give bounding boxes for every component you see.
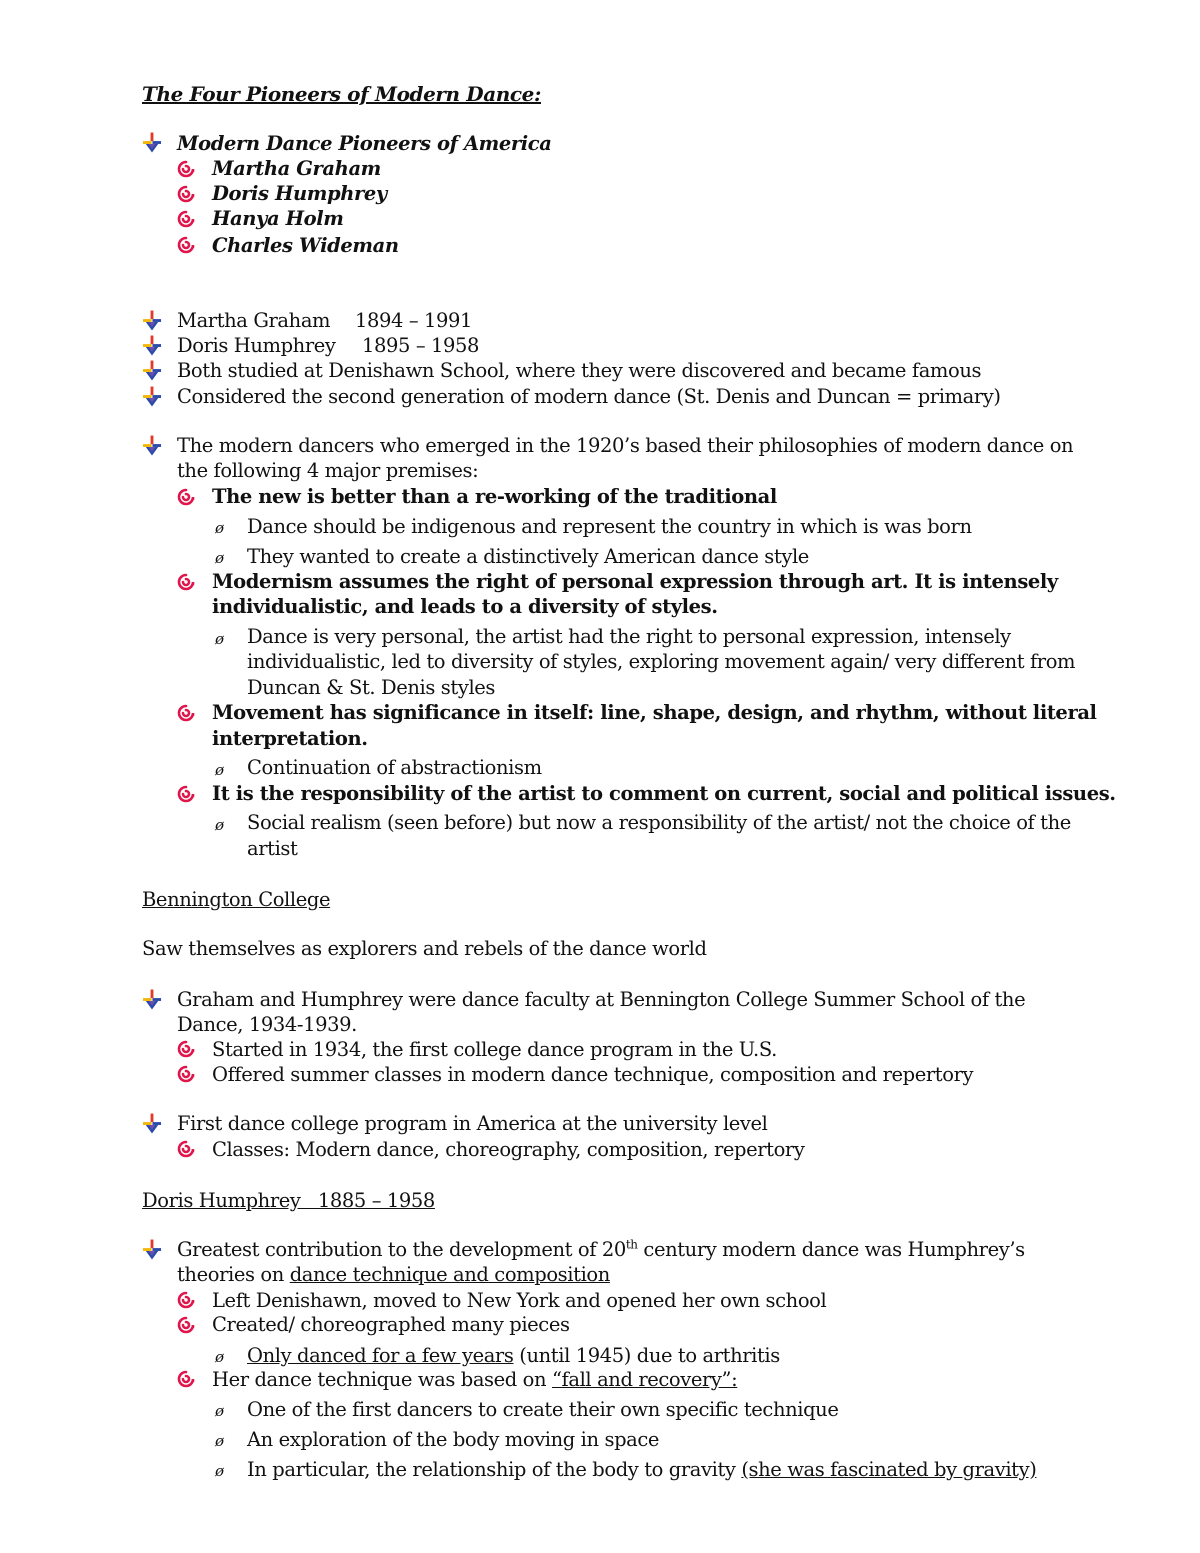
humphrey-contribution	[177, 1237, 1025, 1262]
text-segment: Her dance technique was based on	[212, 1368, 552, 1391]
swirl-icon	[177, 160, 195, 178]
underlined-phrase: (she was fascinated by gravity)	[741, 1458, 1037, 1481]
arrow-icon	[142, 1113, 162, 1135]
premise-detail: individualistic, led to diversity of styles, exploring movement again/ very different from	[247, 650, 1076, 673]
swirl-icon	[177, 1291, 195, 1309]
swirl-icon	[177, 185, 195, 203]
premise-detail: Dance is very personal, the artist had the right to personal expression, intensely	[247, 625, 1011, 648]
bennington-detail: Started in 1934, the first college dance program in the U.S.	[212, 1038, 777, 1061]
swirl-icon	[177, 210, 195, 228]
superscript: th	[625, 1237, 638, 1252]
text-segment: In particular, the relationship of the body to gravity	[247, 1458, 742, 1481]
humphrey-subdetail	[247, 1343, 780, 1368]
arrow-icon	[142, 132, 162, 154]
swirl-icon	[177, 1065, 195, 1083]
pioneer-name: Doris Humphrey	[212, 182, 387, 205]
empty-set-icon: ø	[215, 519, 224, 537]
bennington-text: First dance college program in America at the university level	[177, 1112, 768, 1135]
premise-detail: artist	[247, 837, 298, 860]
premise-heading: Movement has significance in itself: line, shape, design, and rhythm, without literal	[212, 701, 1097, 724]
empty-set-icon: ø	[215, 816, 224, 834]
empty-set-icon: ø	[215, 1462, 224, 1480]
empty-set-icon: ø	[215, 1402, 224, 1420]
humphrey-detail	[212, 1367, 737, 1392]
arrow-icon	[142, 310, 162, 332]
bennington-tagline: Saw themselves as explorers and rebels of the dance world	[142, 937, 707, 960]
empty-set-icon: ø	[215, 630, 224, 648]
premise-detail: Duncan & St. Denis styles	[247, 676, 496, 699]
premise-heading: Modernism assumes the right of personal expression through art. It is intensely	[212, 570, 1058, 593]
pioneer-name: Charles Wideman	[212, 234, 399, 257]
bennington-text: Graham and Humphrey were dance faculty at Bennington College Summer School of the	[177, 988, 1026, 1011]
pioneer-name: Hanya Holm	[212, 207, 344, 230]
swirl-icon	[177, 1316, 195, 1334]
premise-detail: Social realism (seen before) but now a responsibility of the artist/ not the choice of the	[247, 811, 1071, 834]
text-segment: theories on	[177, 1263, 290, 1286]
humphrey-subdetail: An exploration of the body moving in space	[247, 1428, 660, 1451]
premises-intro: The modern dancers who emerged in the 1920’s based their philosophies of modern dance on	[177, 434, 1074, 457]
premise-heading: individualistic, and leads to a diversity of styles.	[212, 595, 718, 618]
graham-name: Martha Graham	[177, 309, 331, 332]
premise-detail: Continuation of abstractionism	[247, 756, 542, 779]
underlined-phrase: Only danced for a few years	[247, 1344, 514, 1367]
swirl-icon	[177, 1140, 195, 1158]
premise-detail: They wanted to create a distinctively American dance style	[247, 545, 809, 568]
bennington-detail: Classes: Modern dance, choreography, composition, repertory	[212, 1138, 805, 1161]
pioneer-name: Martha Graham	[212, 157, 381, 180]
pioneers-heading: Modern Dance Pioneers of America	[177, 132, 552, 155]
premise-heading: The new is better than a re-working of the traditional	[212, 485, 777, 508]
premise-heading: interpretation.	[212, 727, 368, 750]
arrow-icon	[142, 435, 162, 457]
bennington-detail: Offered summer classes in modern dance technique, composition and repertory	[212, 1063, 974, 1086]
swirl-icon	[177, 1370, 195, 1388]
swirl-icon	[177, 488, 195, 506]
humphrey-years: 1895 – 1958	[362, 334, 479, 357]
arrow-icon	[142, 386, 162, 408]
section-heading-humphrey: Doris Humphrey 1885 – 1958	[142, 1189, 435, 1212]
swirl-icon	[177, 236, 195, 254]
arrow-icon	[142, 335, 162, 357]
swirl-icon	[177, 1040, 195, 1058]
bennington-text: Dance, 1934-1939.	[177, 1013, 357, 1036]
premise-detail: Dance should be indigenous and represent the country in which is was born	[247, 515, 972, 538]
document-title: The Four Pioneers of Modern Dance:	[142, 82, 541, 106]
arrow-icon	[142, 989, 162, 1011]
text-segment: (until 1945) due to arthritis	[513, 1344, 780, 1367]
section-heading-bennington: Bennington College	[142, 888, 331, 911]
humphrey-name: Doris Humphrey	[177, 334, 336, 357]
premise-heading: It is the responsibility of the artist to comment on current, social and political issues.	[212, 782, 1116, 805]
empty-set-icon: ø	[215, 1348, 224, 1366]
empty-set-icon: ø	[215, 761, 224, 779]
underlined-phrase: “fall and recovery”:	[551, 1368, 738, 1391]
swirl-icon	[177, 704, 195, 722]
underlined-phrase: dance technique and composition	[289, 1263, 610, 1286]
humphrey-detail: Left Denishawn, moved to New York and opened her own school	[212, 1289, 827, 1312]
empty-set-icon: ø	[215, 1432, 224, 1450]
empty-set-icon: ø	[215, 549, 224, 567]
arrow-icon	[142, 1239, 162, 1261]
text-segment: Greatest contribution to the development of 20	[177, 1238, 626, 1261]
fact-text: Both studied at Denishawn School, where they were discovered and became famous	[177, 359, 982, 382]
humphrey-contribution	[177, 1262, 610, 1287]
humphrey-detail: Created/ choreographed many pieces	[212, 1313, 570, 1336]
graham-years: 1894 – 1991	[355, 309, 472, 332]
humphrey-subdetail: One of the first dancers to create their own specific technique	[247, 1398, 839, 1421]
swirl-icon	[177, 785, 195, 803]
premises-intro: the following 4 major premises:	[177, 459, 479, 482]
humphrey-subdetail	[247, 1457, 1036, 1482]
arrow-icon	[142, 360, 162, 382]
fact-text: Considered the second generation of modern dance (St. Denis and Duncan = primary)	[177, 385, 1001, 408]
text-segment: century modern dance was Humphrey’s	[637, 1238, 1025, 1261]
swirl-icon	[177, 573, 195, 591]
